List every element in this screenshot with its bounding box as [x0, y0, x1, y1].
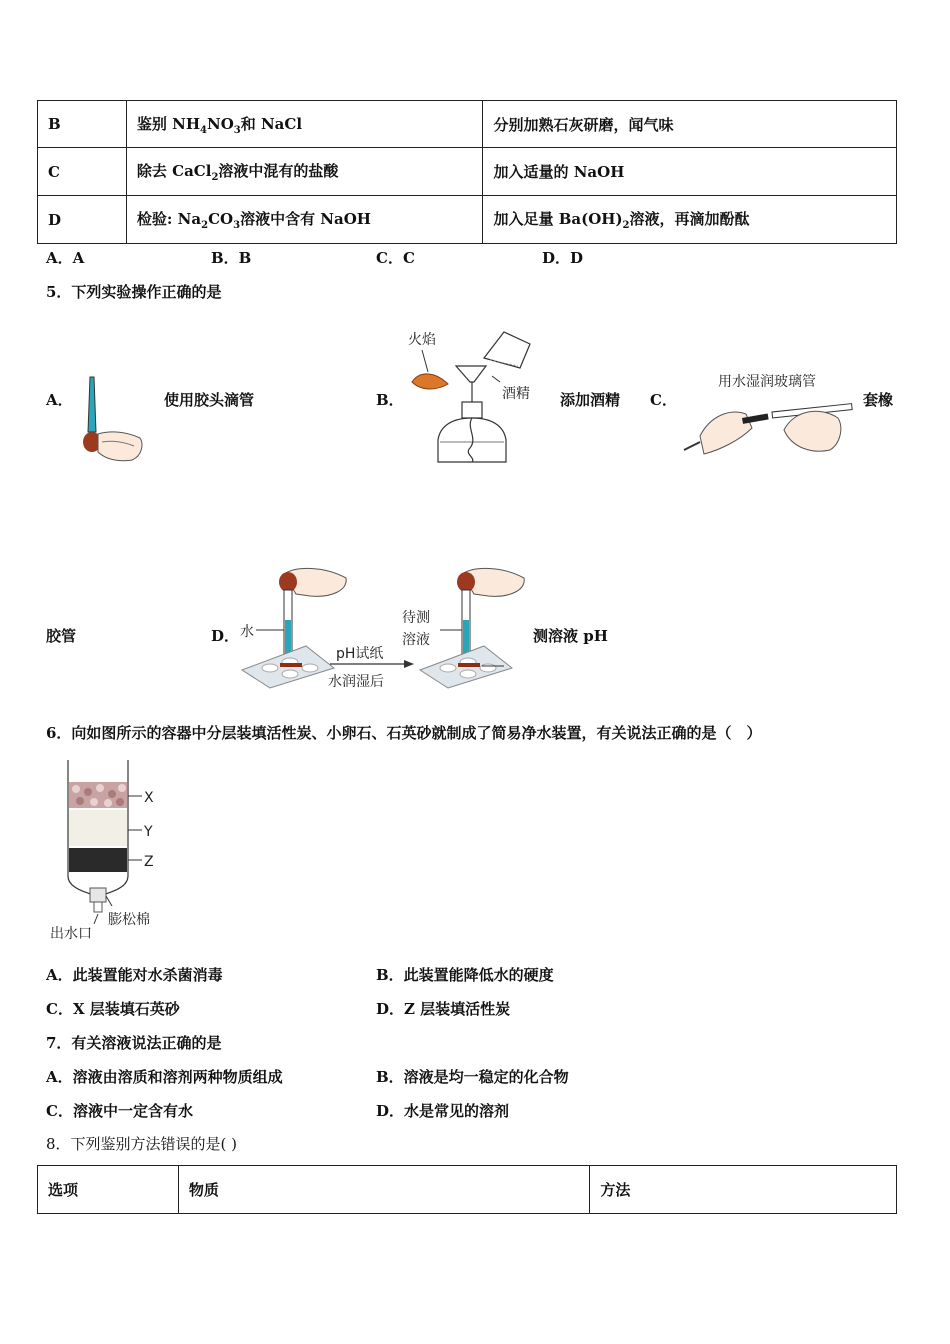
q4-choice-a: A．A [46, 249, 85, 267]
q5-option-c-text-cont: 胶管 [46, 627, 77, 645]
item-cell: 鉴别 $NH_4NO_3$和 NaCl [126, 101, 483, 148]
water-filter-figure [46, 756, 176, 946]
outlet-label: 出水口 [50, 926, 92, 942]
water-label: 水 [240, 624, 254, 640]
table-row [38, 101, 897, 148]
q6-option-a: A．此装置能对水杀菌消毒 [46, 966, 223, 984]
table-row [38, 148, 897, 196]
wet-label: 水润湿后 [328, 674, 384, 690]
glass-tube-caption: 用水湿润玻璃管 [718, 374, 816, 390]
q8-table [37, 1165, 897, 1214]
table-row [38, 196, 897, 244]
header-option: 选项 [38, 1166, 179, 1214]
q5-option-c-label: C． [650, 391, 677, 409]
option-cell: B [38, 101, 127, 148]
q5-option-b-text: 添加酒精 [560, 391, 621, 409]
q4-choice-d: D．D [542, 249, 584, 267]
q5-option-a-label: A． [46, 391, 73, 409]
q7-option-a: A．溶液由溶质和溶剂两种物质组成 [46, 1068, 283, 1086]
alcohol-lamp-figure [400, 322, 550, 474]
item-cell: 除去 CaCl$_2$溶液中混有的盐酸 [126, 148, 483, 196]
header-method: 方法 [590, 1166, 897, 1214]
solution-label-1: 待测 [402, 610, 430, 626]
option-cell: D [38, 196, 127, 244]
q5-option-d-label: D． [211, 627, 240, 645]
q5-option-d-text: 测溶液 pH [533, 627, 608, 645]
q4-table [37, 100, 897, 244]
q5-option-a-text: 使用胶头滴管 [164, 391, 255, 409]
q7-option-b: B．溶液是均一稳定的化合物 [376, 1068, 569, 1086]
alcohol-label: 酒精 [502, 386, 530, 402]
method-cell: 加入足量 $Ba(OH)_2$溶液，再滴加酚酞 [483, 196, 897, 244]
dropper-figure [72, 372, 152, 464]
q7-option-d: D．水是常见的溶剂 [376, 1102, 510, 1120]
q5-option-b-label: B． [376, 391, 404, 409]
layer-x-label: X [144, 790, 154, 806]
flame-label: 火焰 [408, 332, 436, 348]
table-header-row [38, 1166, 897, 1214]
glass-tube-figure [680, 366, 860, 466]
method-cell: 加入适量的 NaOH [483, 148, 897, 196]
q5-stem: 5．下列实验操作正确的是 [46, 283, 222, 301]
q6-stem: 6．向如图所示的容器中分层装填活性炭、小卵石、石英砂就制成了简易净水装置，有关说法正确的是（ ） [46, 724, 762, 742]
item-cell: 检验: $Na_2CO_3$溶液中含有 NaOH [126, 196, 483, 244]
q4-choice-c: C．C [376, 249, 415, 267]
q6-option-b: B．此装置能降低水的硬度 [376, 966, 554, 984]
q8-stem: 8．下列鉴别方法错误的是( ) [46, 1135, 238, 1153]
q7-option-c: C．溶液中一定含有水 [46, 1102, 193, 1120]
q5-option-c-text-right: 套橡 [863, 391, 894, 409]
q6-option-d: D．Z 层装填活性炭 [376, 1000, 511, 1018]
method-cell: 分别加熟石灰研磨，闻气味 [483, 101, 897, 148]
cotton-label: 膨松棉 [108, 912, 150, 928]
ph-paper-label: pH试纸 [336, 646, 384, 662]
solution-label-2: 溶液 [402, 632, 430, 648]
q4-choice-b: B．B [211, 249, 252, 267]
header-substance: 物质 [178, 1166, 589, 1214]
q7-stem: 7．有关溶液说法正确的是 [46, 1034, 222, 1052]
ph-test-figure [236, 560, 536, 696]
option-cell: C [38, 148, 127, 196]
layer-z-label: Z [144, 854, 154, 870]
q6-option-c: C．X 层装填石英砂 [46, 1000, 180, 1018]
layer-y-label: Y [144, 824, 153, 840]
